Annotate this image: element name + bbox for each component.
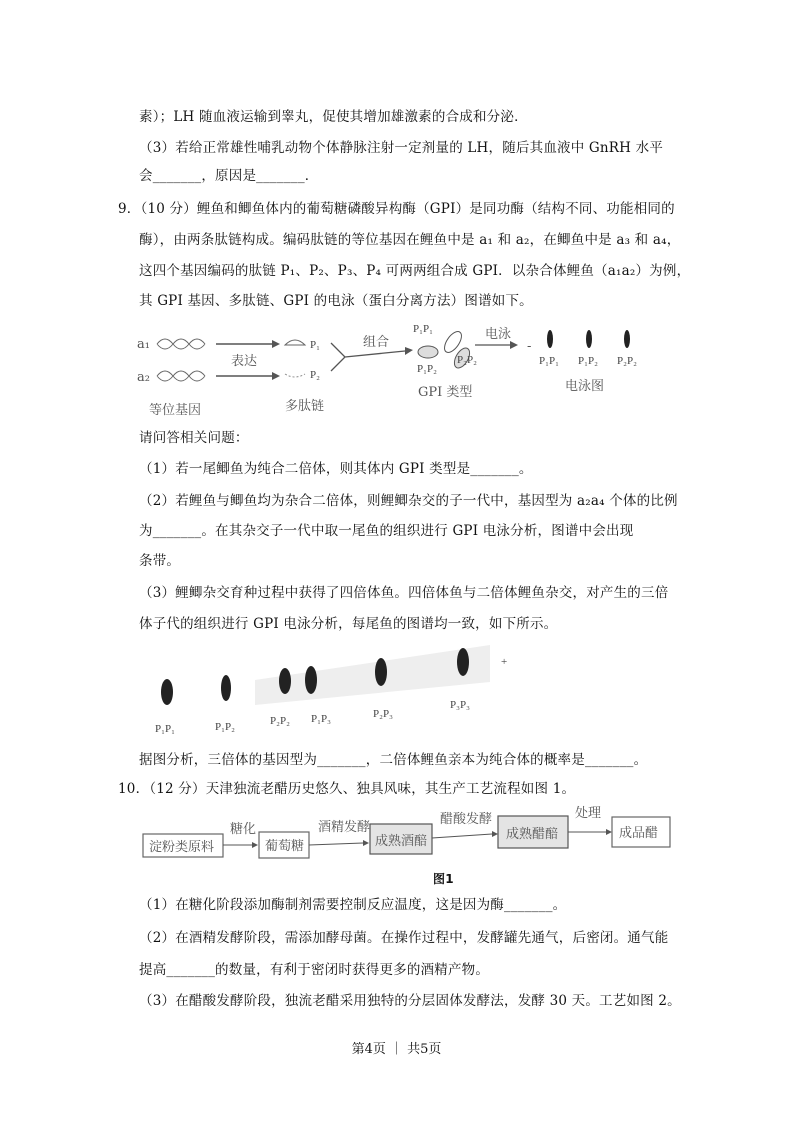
figure-label: -	[527, 339, 532, 354]
figure-mark	[457, 648, 469, 676]
band	[586, 330, 592, 348]
figure-label: 葡萄糖	[265, 839, 305, 854]
figure-label: P₂P₂	[617, 355, 637, 367]
figure-mark	[221, 675, 231, 701]
figure-label: P₁P₁	[539, 355, 559, 367]
text-line: 请问答相关问题：	[139, 430, 249, 446]
band	[624, 330, 630, 348]
text-line: 为_______。在其杂交子一代中取一尾鱼的组织进行 GPI 电泳分析，图谱中会出现	[139, 523, 634, 539]
chain-p2-icon	[285, 374, 305, 377]
dna-helix-icon	[157, 339, 205, 349]
figure-label: P₁P₃	[311, 713, 331, 725]
text-line: 体子代的组织进行 GPI 电泳分析，每尾鱼的图谱均一致，如下所示。	[139, 616, 558, 632]
figure-label: 电泳图	[565, 379, 605, 394]
figure-label: 表达	[231, 354, 258, 369]
figure-mark	[606, 829, 612, 835]
figure-mark	[252, 842, 258, 848]
figure-label: P₁P₂	[417, 363, 437, 375]
figure-mark	[405, 347, 413, 355]
figure-label: GPI 类型	[418, 385, 473, 400]
figure-label: P₁P₂	[215, 721, 235, 733]
text-line: 素）；LH 随血液运输到睾丸，促使其增加雄激素的合成和分泌．	[139, 109, 528, 125]
figure-label: 淀粉类原料	[149, 840, 215, 855]
text-line: 酶），由两条肽链构成。编码肽链的等位基因在鲤鱼中是 a₁ 和 a₂，在鲫鱼中是 a₃ 和 a₄，	[139, 232, 681, 248]
text-line: 这四个基因编码的肽链 P₁、P₂、P₃、P₄ 可两两组合成 GPI．以杂合体鲤鱼（a₁a₂）为例，	[139, 263, 691, 279]
text-line: 会_______，原因是_______．	[139, 168, 319, 184]
figure-label: 多肽链	[285, 399, 325, 414]
question-9: 9．（10 分）鲤鱼和鲫鱼体内的葡萄糖磷酸异构酶（GPI）是同功酶（结构不同、功能相同的	[118, 201, 675, 217]
chain-p1-icon	[285, 340, 305, 345]
figure-label: 成熟醋醅	[506, 827, 559, 842]
figure-label: 处理	[575, 806, 602, 821]
figure-mark	[309, 843, 363, 845]
figure-mark	[305, 666, 317, 694]
figure-label: P₂	[310, 369, 320, 381]
text-line: （2）在酒精发酵阶段，需添加酵母菌。在操作过程中，发酵罐先通气，后密闭。通气能	[139, 930, 669, 946]
text-line: （2）若鲤鱼与鲫鱼均为杂合二倍体，则鲤鲫杂交的子一代中，基因型为 a₂a₄ 个体的比例	[139, 493, 678, 509]
figure-label: 醋酸发酵	[440, 812, 493, 827]
figure-mark	[492, 831, 498, 837]
text-line: （3）在醋酸发酵阶段，独流老醋采用独特的分层固体发酵法，发酵 30 天。工艺如图 2。	[139, 993, 681, 1009]
figure-mark	[161, 679, 173, 705]
gene-a2: a₂	[137, 370, 150, 385]
gpi-diagram	[135, 318, 695, 428]
text-line: 据图分析，三倍体的基因型为_______，二倍体鲤鱼亲本为纯合体的概率是_______。	[139, 752, 648, 768]
figure1-caption: 图1	[433, 872, 454, 886]
figure-label: +	[501, 656, 508, 668]
band	[547, 330, 553, 348]
figure-label: P₁P₁	[413, 323, 433, 335]
figure-label: 成熟酒醅	[375, 834, 428, 849]
figure-label: P₁P₂	[578, 355, 598, 367]
figure-mark	[418, 346, 438, 358]
figure-label: 组合	[363, 335, 390, 350]
text-line: （1）若一尾鲫鱼为纯合二倍体，则其体内 GPI 类型是_______。	[139, 461, 533, 477]
figure-mark	[363, 840, 369, 846]
figure-label: 电泳	[485, 327, 512, 342]
figure-mark	[279, 668, 291, 694]
gene-a1: a₁	[137, 337, 150, 352]
text-line: （1）在糖化阶段添加酶制剂需要控制反应温度，这是因为酶_______。	[139, 897, 567, 913]
figure-label: P₂P₂	[457, 354, 477, 366]
figure-label: P₂P₂	[270, 715, 290, 727]
figure-mark	[510, 341, 518, 349]
figure-label: P₁P₁	[155, 723, 175, 735]
figure-label: 酒精发酵	[318, 820, 371, 835]
figure-label: 等位基因	[149, 403, 202, 418]
figure-mark	[272, 340, 280, 348]
text-line: （3）若给正常雄性哺乳动物个体静脉注射一定剂量的 LH，随后其血液中 GnRH 水平	[139, 140, 664, 156]
figure-label: 成品醋	[619, 826, 659, 841]
text-line: 条带。	[139, 553, 181, 569]
figure-mark	[375, 658, 387, 686]
figure-mark	[432, 834, 492, 838]
question-10: 10．（12 分）天津独流老醋历史悠久、独具风味，其生产工艺流程如图 1。	[118, 781, 576, 797]
figure-label: 糖化	[230, 822, 257, 837]
figure-mark	[272, 372, 280, 380]
figure-label: P₂P₃	[373, 708, 393, 720]
page-footer: 第4页 ｜ 共5页	[351, 1042, 442, 1057]
figure-label: P₁	[310, 339, 320, 351]
text-line: 其 GPI 基因、多肽链、GPI 的电泳（蛋白分离方法）图谱如下。	[139, 293, 533, 309]
text-line: 提高_______的数量，有利于密闭时获得更多的酒精产物。	[139, 962, 490, 978]
text-line: （3）鲤鲫杂交育种过程中获得了四倍体鱼。四倍体鱼与二倍体鲤鱼杂交，对产生的三倍	[139, 585, 669, 601]
triploid-electrophoresis-figure	[135, 640, 535, 740]
figure-label: P₃P₃	[450, 699, 470, 711]
dna-helix-icon	[157, 371, 205, 381]
process-flow-figure1	[135, 800, 735, 865]
